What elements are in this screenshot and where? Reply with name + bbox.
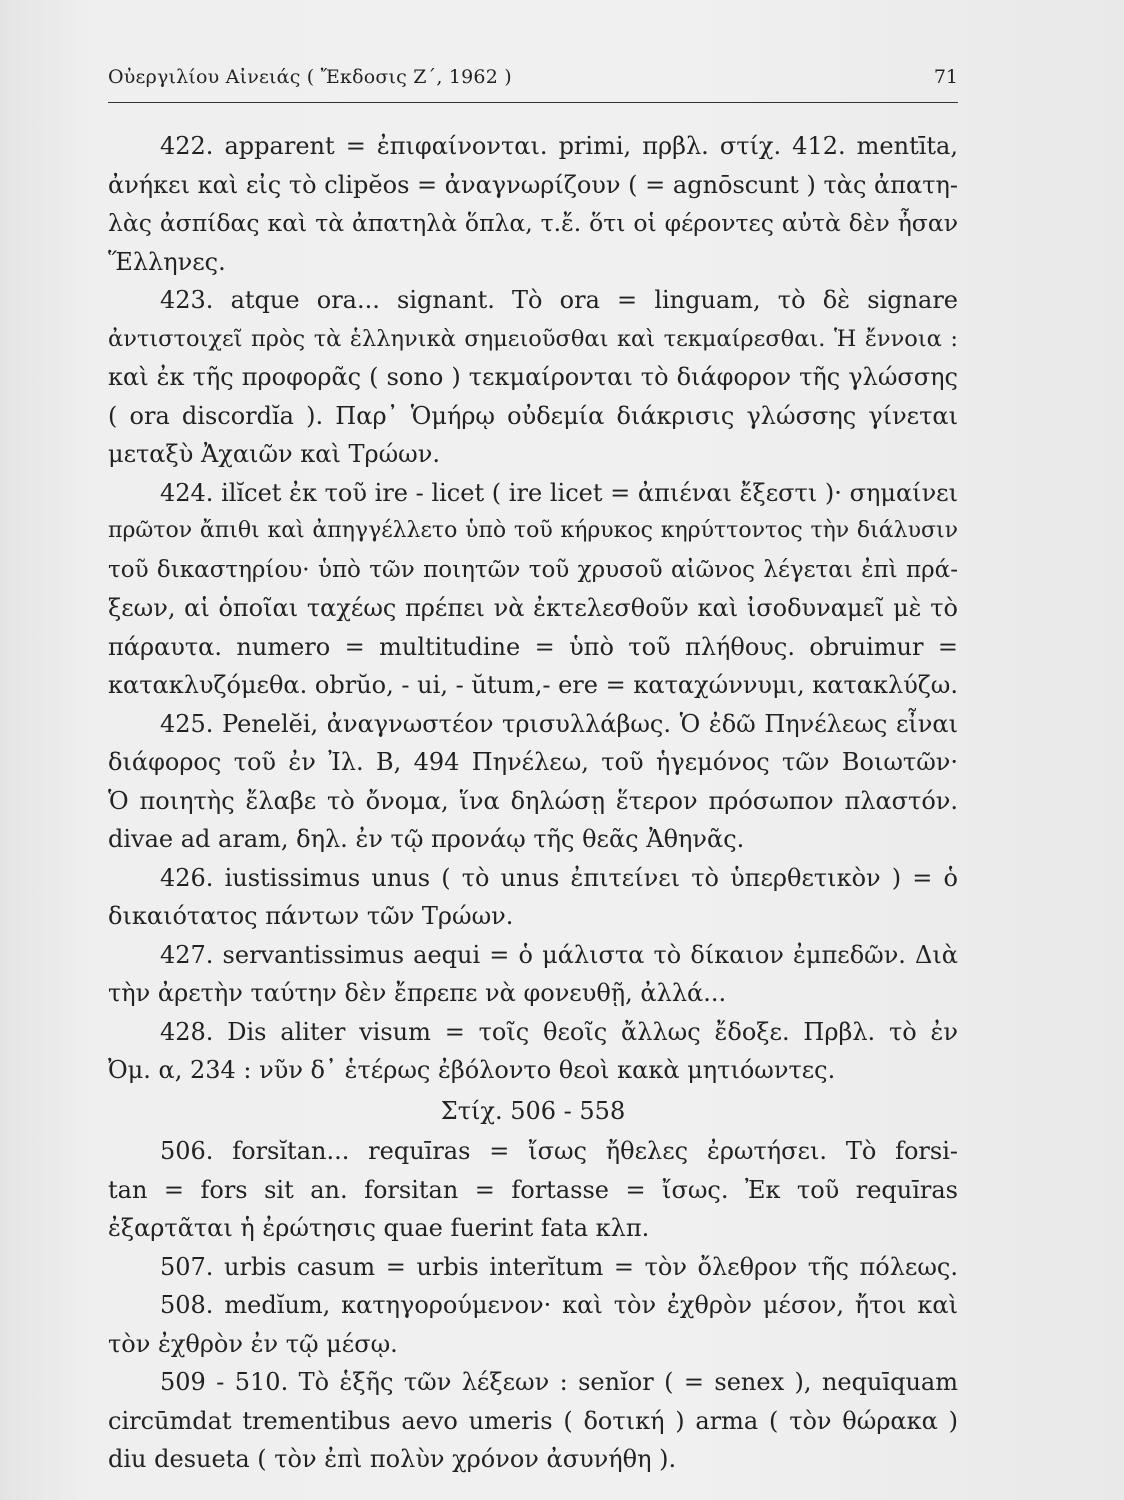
text-line: τὸν ἐχθρὸν ἐν τῷ μέσῳ. <box>108 1329 398 1358</box>
text-line: ἀντιστοιχεῖ πρὸς τὰ ἑλληνικὰ σημειοῦσθαι καὶ τεκμαίρεσθαι. Ἡ ἔννοια : <box>108 325 958 352</box>
header-rule <box>108 102 958 103</box>
text-line: 425. Penelĕi, ἀναγνωστέον τρισυλλάβως. Ὁ ἐδῶ Πηνέλεως εἶναι <box>160 709 958 738</box>
text-line: ἀνήκει καὶ εἰς τὸ clipĕos = ἀναγνωρίζουν ( = agnōscunt ) τὰς ἀπατη- <box>108 170 958 199</box>
text-line: 426. iustissimus unus ( τὸ unus ἐπιτείνει τὸ ὑπερθετικὸν ) = ὁ <box>160 863 958 892</box>
text-line: δικαιότατος πάντων τῶν Τρώων. <box>108 902 514 930</box>
text-line: 509 - 510. Τὸ ἑξῆς τῶν λέξεων : senĭor ( = senex ), nequīquam <box>160 1368 958 1396</box>
text-line: ἐξαρτᾶται ἡ ἐρώτησις quae fuerint fata κλπ. <box>108 1214 650 1242</box>
text-line: 508. medĭum, κατηγορούμενον· καὶ τὸν ἐχθρὸν μέσον, ἤτοι καὶ <box>160 1291 958 1319</box>
running-header <box>108 66 958 96</box>
text-line: 428. Dis aliter visum = τοῖς θεοῖς ἄλλως ἔδοξε. Πρβλ. τὸ ἐν <box>160 1017 958 1046</box>
text-line: 506. forsĭtan... requīras = ἴσως ἤθελες ἐρωτήσει. Τὸ forsi- <box>160 1137 958 1165</box>
text-line: πάραυτα. numero = multitudine = ὑπὸ τοῦ πλήθους. obruimur = <box>108 632 958 661</box>
text-line: circūmdat trementibus aevo umeris ( δοτική ) arma ( τὸν θώρακα ) <box>108 1406 958 1435</box>
section-heading: Στίχ. 506 - 558 <box>440 1096 626 1125</box>
text-line: 427. servantissimus aequi = ὁ μάλιστα τὸ δίκαιον ἐμπεδῶν. Διὰ <box>160 940 958 969</box>
text-line: ξεων, αἱ ὁποῖαι ταχέως πρέπει νὰ ἐκτελεσθοῦν καὶ ἰσοδυναμεῖ μὲ τὸ <box>108 594 958 622</box>
commentary-text <box>108 127 958 1479</box>
text-line: tan = fors sit an. forsitan = fortasse = ἴσως. Ἐκ τοῦ requīras <box>108 1175 958 1204</box>
text-line: ( ora discordĭa ). Παρ᾿ Ὁμήρῳ οὐδεμία διάκρισις γλώσσης γίνεται <box>108 401 958 430</box>
text-line: 424. ilĭcet ἐκ τοῦ ire - licet ( ire licet = ἀπιέναι ἔξεστι )· σημαίνει <box>160 478 958 507</box>
text-line: divae ad aram, δηλ. ἐν τῷ προνάῳ τῆς θεᾶς Ἀθηνᾶς. <box>108 825 745 853</box>
text-line: 507. urbis casum = urbis interĭtum = τὸν ὄλεθρον τῆς πόλεως. <box>160 1252 958 1281</box>
text-line: Ὀμ. α, 234 : νῦν δ᾿ ἑτέρως ἐβόλοντο θεοὶ κακὰ μητιόωντες. <box>108 1056 836 1084</box>
text-line: 423. atque ora... signant. Τὸ ora = linguam, τὸ δὲ signare <box>160 286 958 314</box>
text-line: λὰς ἀσπίδας καὶ τὰ ἀπατηλὰ ὅπλα, τ.ἔ. ὅτι οἱ φέροντες αὐτὰ δὲν ἦσαν <box>108 209 958 237</box>
text-line: diu desueta ( τὸν ἐπὶ πολὺν χρόνον ἀσυνήθη ). <box>108 1445 677 1473</box>
text-line: κατακλυζόμεθα. obrŭo, - ui, - ŭtum,- ere = καταχώννυμι, κατακλύζω. <box>108 671 958 699</box>
text-line: διάφορος τοῦ ἐν Ἰλ. Β, 494 Πηνέλεω, τοῦ ἡγεμόνος τῶν Βοιωτῶν· <box>108 748 958 776</box>
running-title: Οὐεργιλίου Αἰνειάς ( Ἔκδοσις Ζ΄, 1962 ) <box>108 66 512 88</box>
text-line: τὴν ἀρετὴν ταύτην δὲν ἔπρεπε νὰ φονευθῇ, ἀλλά... <box>108 979 727 1007</box>
page-number: 71 <box>933 66 958 88</box>
text-line: πρῶτον ἄπιθι καὶ ἀπηγγέλλετο ὑπὸ τοῦ κήρυκος κηρύττοντος τὴν διάλυσιν <box>108 518 958 543</box>
text-line: καὶ ἐκ τῆς προφορᾶς ( sono ) τεκμαίρονται τὸ διάφορον τῆς γλώσσης <box>108 363 958 391</box>
text-line: Ὁ ποιητὴς ἔλαβε τὸ ὄνομα, ἵνα δηλώσῃ ἕτερον πρόσωπον πλαστόν. <box>108 786 958 815</box>
text-line: 422. apparent = ἐπιφαίνονται. primi, πρβλ. στίχ. 412. mentīta, <box>160 132 958 160</box>
text-line: μεταξὺ Ἀχαιῶν καὶ Τρώων. <box>108 440 440 468</box>
text-line: τοῦ δικαστηρίου· ὑπὸ τῶν ποιητῶν τοῦ χρυσοῦ αἰῶνος λέγεται ἐπὶ πρά- <box>108 556 958 583</box>
text-line: Ἕλληνες. <box>108 247 226 276</box>
